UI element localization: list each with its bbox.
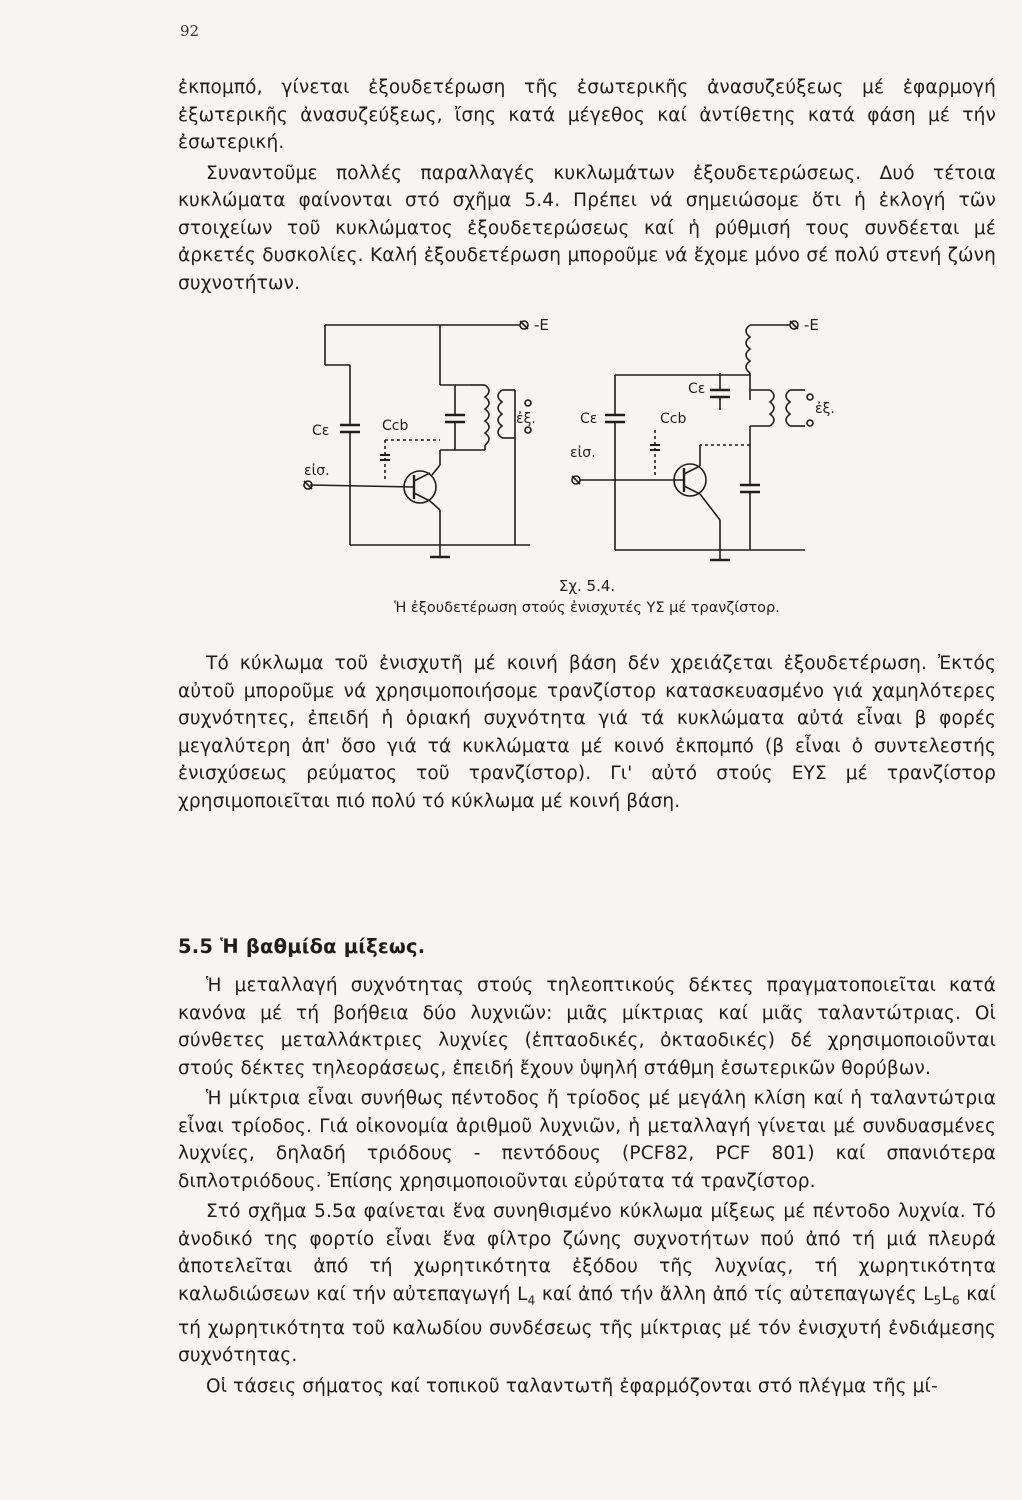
text-run: καί ἀπό τήν ἄλλη ἀπό τίς αὐτεπαγωγές L [535,1283,934,1305]
label-supply-left: -E [534,316,549,334]
section-heading: 5.5 Ἡ βαθμίδα μίξεως. [178,935,426,958]
label-ccb-left: Ccb [382,418,409,434]
label-cn-right: Cε [688,381,706,397]
right-circuit [572,321,813,560]
section-5-5 [178,935,996,1403]
label-out-right: ἐξ. [815,401,835,417]
label-out-left: ἐξ. [516,411,536,427]
subscript: 4 [527,1293,536,1308]
label-in-right: εἰσ. [570,445,596,461]
paragraph: Οἱ τάσεις σήματος καί τοπικοῦ ταλαντωτῆ ἐφαρμόζονται στό πλέγμα τῆς μί- [206,1375,938,1397]
label-in-left: εἰσ. [304,463,330,479]
text-run: Στό σχῆμα 5.5α φαίνεται ἕνα συνηθισμένο κύκλωμα μίξεως μέ πέντοδο λυχνία. Τό ἀνοδικό της φορτίο εἶναι ἕνα φίλτρο ζώνης συχνοτήτων πού ἀπό τή μιά πλευρά ἀποτελεῖται ἀπό τή χωρητικότητα ἐξόδου τῆς λυχνίας, τή χωρητικότητα καλωδιώσεων καί τήν αὐτεπαγωγή L [178,1201,996,1305]
subscript: 6 [951,1293,960,1308]
label-supply-right: -E [804,316,819,334]
page-number: 92 [180,22,200,40]
paragraph: Συναντοῦμε πολλές παραλλαγές κυκλωμάτων ἐξουδετερώσεως. Δυό τέτοια κυκλώματα φαίνονται στό σχῆμα 5.4. Πρέπει νά σημειώσομε ὅτι ἡ ἐκλογή τῶν στοιχείων τοῦ κυκλώματος ἐξουδετερώσεως καί ἡ ρύθμισή τους συνδέεται μέ ἀρκετές δυσκολίες. Καλή ἐξουδετέρωση μποροῦμε νά ἔχομε μόνο σέ πολύ στενή ζώνη συχνοτήτων. [178,162,996,294]
label-ce-left: Cε [312,423,330,439]
figure-number: Σχ. 5.4. [558,577,616,595]
label-ce-right: Cε [580,411,598,427]
paragraph: Ἡ μίκτρια εἶναι συνήθως πέντοδος ἤ τρίοδος μέ μεγάλη κλίση καί ἡ ταλαντώτρια εἶναι τρίοδος. Γιά οἰκονομία ἀριθμοῦ λυχνιῶν, ἡ μεταλλαγή γίνεται μέ συνδυασμένες λυχνίες, δηλαδή τριόδους - πεντόδους (PCF82, PCF 801) καί σπανιότερα διπλοτριόδους. Ἐπίσης χρησιμοποιοῦνται εὐρύτατα τά τρανζίστορ. [178,1088,996,1192]
paragraph: Τό κύκλωμα τοῦ ἐνισχυτῆ μέ κοινή βάση δέν χρειάζεται ἐξουδετέρωση. Ἐκτός αὐτοῦ μποροῦμε νά χρησιμοποιήσομε τρανζίστορ κατασκευασμένο γιά χαμηλότερες συχνότητες, ἐπειδή ἡ ὁριακή συχνότητα γιά τά κυκλώματα αὐτά εἶναι β φορές μεγαλύτερη ἀπ' ὅσο γιά τά κυκλώματα μέ κοινό ἐκπομπό (β εἶναι ὁ συντελεστής ἐνισχύσεως ρεύματος τοῦ τρανζίστορ). Γι' αὐτό στούς ΕΥΣ μέ τρανζίστορ χρησιμοποιεῖται πιό πολύ τό κύκλωμα μέ κοινή βάση. [178,653,996,812]
paragraph [178,1198,996,1370]
circuit-figure [290,305,870,570]
paragraph: ἐκπομπό, γίνεται ἐξουδετέρωση τῆς ἐσωτερικῆς ἀνασυζεύξεως μέ ἐφαρμογή ἐξωτερικῆς ἀνασυζεύξεως, ἴσης κατά μέγεθος καί ἀντίθετης κατά φάση μέ τήν ἐσωτερική. [178,77,996,153]
subscript: 5 [933,1293,942,1308]
text-run: L [941,1283,952,1305]
intro-text [178,74,996,300]
text-run: καί τή χωρητικότητα τοῦ καλωδίου συνδέσεως τῆς μίκτριας μέ τόν ἐνισχυτή ἐνδιάμεσης συχνότητας. [178,1283,997,1367]
left-circuit [304,321,531,557]
figure-caption: Ἡ ἐξουδετέρωση στούς ἐνισχυτές ΥΣ μέ τρανζίστορ. [394,600,780,616]
paragraph: Ἡ μεταλλαγή συχνότητας στούς τηλεοπτικούς δέκτες πραγματοποιεῖται κατά κανόνα μέ τή βοήθεια δύο λυχνιῶν: μιᾶς μίκτριας καί μιᾶς ταλαντώτριας. Οἱ σύνθετες μεταλλάκτριες λυχνίες (ἑπταοδικές, ὀκταοδικές) δέ χρησιμοποιοῦνται στούς δέκτες τηλεοράσεως, ἐπειδή ἔχουν ὑψηλή στάθμη ἐσωτερικῶν θορύβων. [178,975,996,1079]
label-ccb-right: Ccb [660,411,687,427]
lower-text [178,650,996,818]
